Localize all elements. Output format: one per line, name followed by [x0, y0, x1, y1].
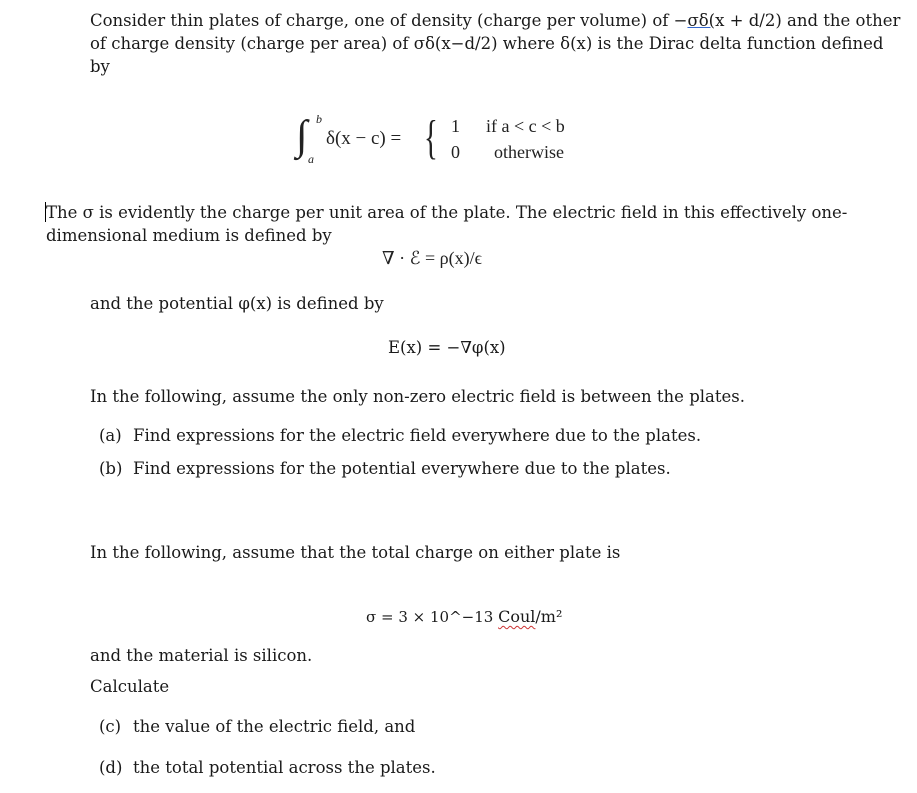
potential-intro: and the potential φ(x) is defined by: [90, 294, 384, 313]
item-c: [99, 717, 415, 736]
item-d-text: the total potential across the plates.: [133, 758, 436, 777]
item-a-label: (a): [99, 426, 122, 445]
assume-nonzero-field: In the following, assume the only non-zero electric field is between the plates.: [90, 387, 745, 406]
item-a-text: Find expressions for the electric field everywhere due to the plates.: [133, 426, 702, 445]
unit-coul: Coul: [498, 607, 536, 626]
item-b-text: Find expressions for the potential everywhere due to the plates.: [133, 459, 671, 478]
item-b: [99, 459, 671, 478]
unit-rest: /m²: [535, 607, 563, 626]
integral-sign: ∫: [296, 113, 308, 159]
intro-line-3: by: [90, 57, 110, 76]
item-d: [99, 758, 436, 777]
intro-line-1-end: x + d/2) and the other: [715, 11, 901, 30]
intro-link[interactable]: σδ(: [687, 11, 716, 30]
integral-lower: a: [308, 152, 314, 166]
intro-line-2: of charge density (charge per area) of σδ(x−d/2) where δ(x) is the Dirac delta function defined: [90, 34, 884, 53]
gauss-equation: ∇ · ℰ = ρ(x)/ϵ: [382, 248, 482, 268]
assume-total-charge: In the following, assume that the total charge on either plate is: [90, 543, 621, 562]
sigma-line-2: dimensional medium is defined by: [46, 226, 332, 245]
delta-equation: [296, 110, 616, 170]
calculate-line: Calculate: [90, 677, 170, 696]
item-b-label: (b): [99, 459, 123, 478]
cases-brace: {: [424, 111, 438, 164]
item-c-text: the value of the electric field, and: [133, 717, 416, 736]
case-1-value: 1: [451, 116, 460, 136]
case-2-value: 0: [451, 142, 460, 162]
item-c-label: (c): [99, 717, 122, 736]
field-equation: E(x) = −∇φ(x): [388, 338, 506, 357]
case-2-condition: otherwise: [494, 142, 564, 162]
case-1-condition: if a < c < b: [486, 116, 565, 136]
intro-line-1-text: Consider thin plates of charge, one of density (charge per volume) of −: [90, 11, 688, 30]
sigma-value-prefix: σ = 3 × 10^−13: [366, 608, 494, 626]
intro-line-1: [90, 9, 901, 32]
integral-upper: b: [316, 112, 322, 126]
item-a: [99, 426, 701, 445]
intro-paragraph: [90, 9, 901, 78]
sigma-paragraph: [46, 201, 846, 247]
delta-lhs: δ(x − c) =: [326, 128, 402, 149]
material-line: and the material is silicon.: [90, 646, 313, 665]
item-d-label: (d): [99, 758, 123, 777]
sigma-line-1: The σ is evidently the charge per unit area of the plate. The electric field in this effectively one-: [46, 203, 848, 222]
sigma-value-equation: [366, 607, 562, 626]
